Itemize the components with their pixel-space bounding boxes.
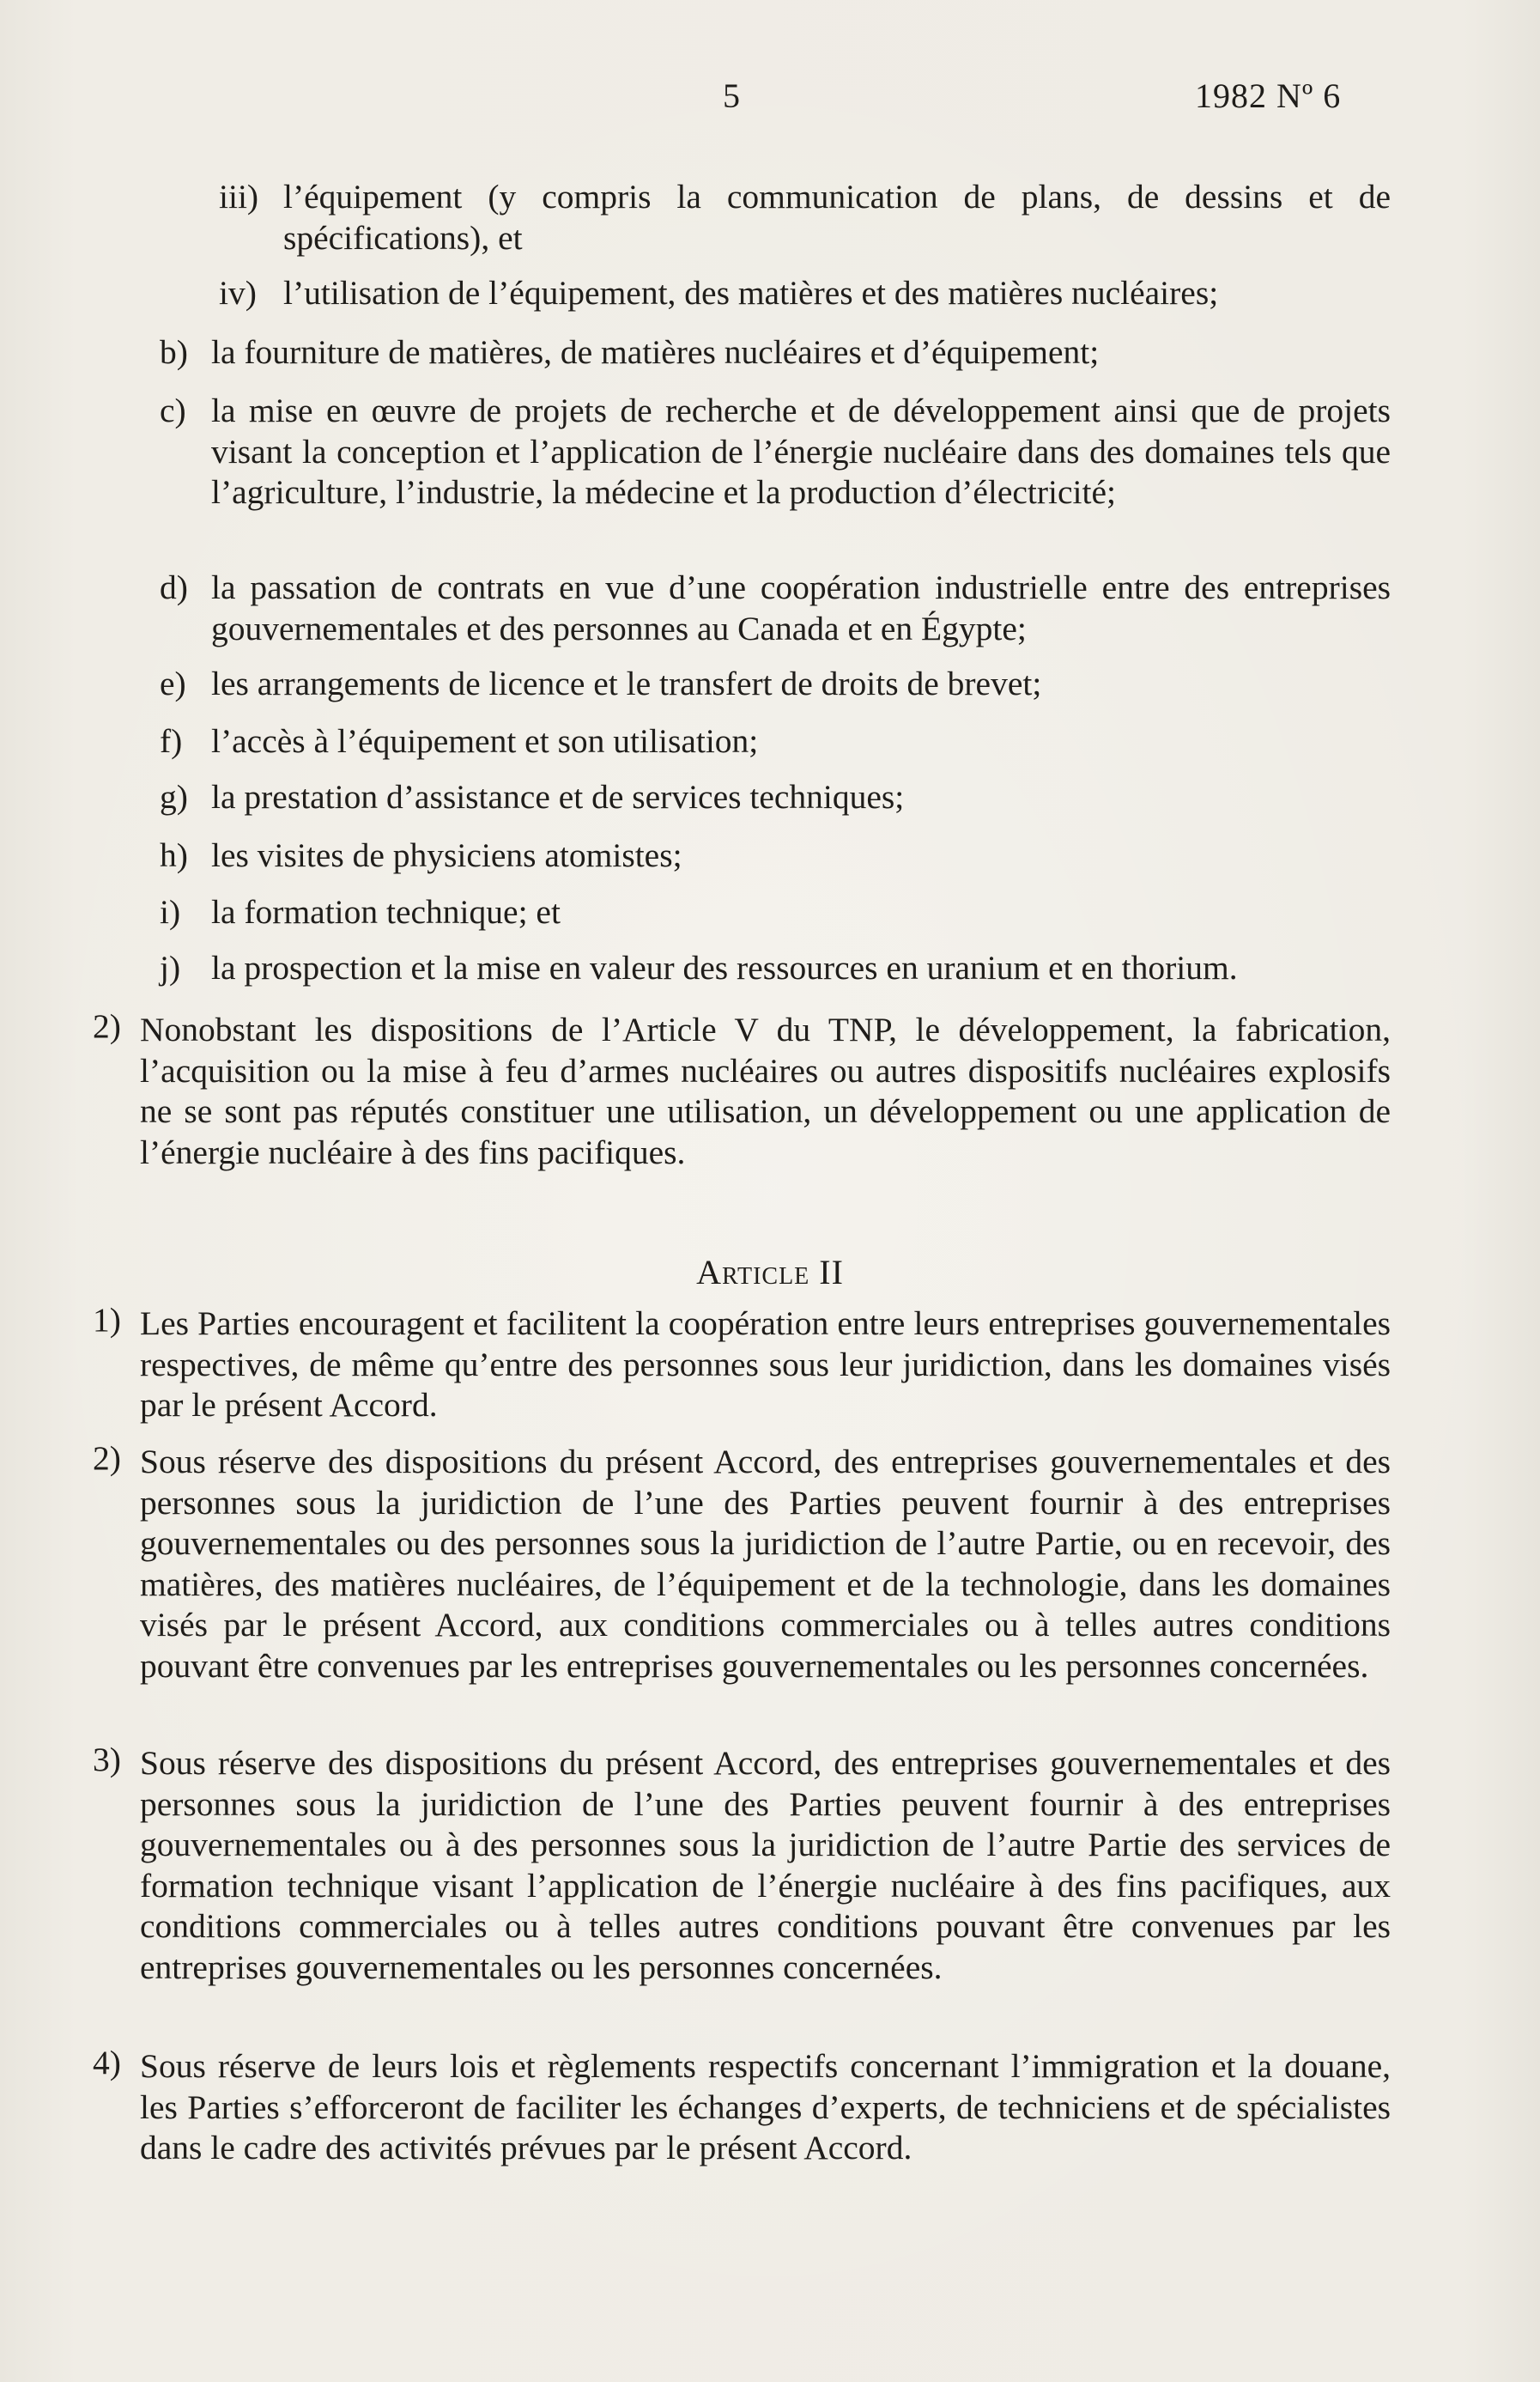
paragraph-text: Sous réserve des dispositions du présent Accord, des entreprises gouvernementales et des personnes sous la juridiction de l’une des Parties peuvent fournir à des entreprises gouvernementales ou des personnes sous la juridiction de l’autre Partie, ou en recevoir, des matières, des matières nucléaires, de l’équipement et de la technologie, dans les domaines visés par le présent Accord, aux conditions commerciales ou à telles autres conditions pouvant être convenues par les entreprises gouvernementales ou les personnes concernées. [140,1443,1391,1685]
paragraph-number: 4) [93,2044,121,2081]
item-text: la prestation d’assistance et de services techniques; [211,778,905,816]
item-label: iii) [219,178,259,216]
list-item-b [0,332,1391,374]
list-item-iii [0,177,1391,258]
paragraph-text: Sous réserve de leurs lois et règlements respectifs concernant l’immigration et la douane, les Parties s’efforceront de faciliter les échanges d’experts, de techniciens et de spécialistes dans le cadre des activités prévues par le présent Accord. [140,2047,1391,2166]
paragraph-text: Sous réserve des dispositions du présent Accord, des entreprises gouvernementales et des personnes sous la juridiction de l’une des Parties peuvent fournir à des entreprises gouvernementales ou à des personnes sous la juridiction de l’autre Partie des services de formation technique visant l’application de l’énergie nucléaire à des fins pacifiques, aux conditions commerciales ou à telles autres conditions pouvant être convenues par les entreprises gouvernementales ou les personnes concernées. [140,1744,1391,1986]
item-label: j) [160,949,181,987]
paragraph-2 [0,1007,1391,1173]
item-text: la passation de contrats en vue d’une coopération industrielle entre des entreprises gouvernementales et des personnes au Canada et en Égypte; [211,568,1391,647]
list-item-c [0,391,1391,513]
item-label: h) [160,836,188,874]
list-item-j [0,948,1391,989]
paragraph-number: 2) [93,1007,121,1045]
item-label: iv) [219,274,257,312]
article2-paragraph-1 [0,1303,1391,1426]
document-reference: 1982 Nº 6 [1195,76,1342,115]
paragraph-number: 3) [93,1741,121,1778]
item-text: l’utilisation de l’équipement, des matières et des matières nucléaires; [283,274,1219,312]
page-number: 5 [723,76,740,115]
paragraph-text: Nonobstant les dispositions de l’Article V du TNP, le développement, la fabrication, l’acquisition ou la mise à feu d’armes nucléaires ou autres dispositifs nucléaires explosifs ne se sont pas réputés constituer une utilisation, un développement ou une application de l’énergie nucléaire à des fins pacifiques. [140,1011,1391,1171]
list-item-i [0,892,1391,933]
list-item-g [0,777,1391,818]
item-label: d) [160,568,188,606]
paragraph-text: Les Parties encouragent et facilitent la coopération entre leurs entreprises gouvernementales respectives, de même qu’entre des personnes sous leur juridiction, dans les domaines visés par le présent Accord. [140,1304,1391,1424]
item-text: l’équipement (y compris la communication de plans, de dessins et de spécifications), et [283,178,1391,257]
list-item-h [0,836,1391,877]
list-item-iv [0,273,1391,314]
item-label: f) [160,722,183,760]
article2-paragraph-3 [0,1743,1391,1988]
item-text: la mise en œuvre de projets de recherche et de développement ainsi que de projets visant la conception et l’application de l’énergie nucléaire dans des domaines tels que l’agriculture, l’industrie, la médecine et la production d’électricité; [211,392,1391,511]
list-item-e [0,664,1391,705]
item-text: les visites de physiciens atomistes; [211,836,682,874]
list-item-d [0,568,1391,649]
item-text: la formation technique; et [211,893,561,931]
article-heading [0,1252,1540,1292]
item-label: b) [160,333,188,371]
paragraph-number: 2) [93,1439,121,1477]
item-text: l’accès à l’équipement et son utilisation; [211,722,759,760]
item-text: la prospection et la mise en valeur des ressources en uranium et en thorium. [211,949,1238,987]
paragraph-number: 1) [93,1301,121,1339]
item-text: la fourniture de matières, de matières nucléaires et d’équipement; [211,333,1100,371]
article2-paragraph-2 [0,1439,1391,1686]
item-label: e) [160,665,186,702]
item-label: g) [160,778,188,816]
list-item-f [0,721,1391,763]
article2-paragraph-4 [0,2046,1391,2169]
item-label: c) [160,392,186,429]
article-title: Article II [696,1253,844,1291]
item-label: i) [160,893,181,931]
item-text: les arrangements de licence et le transfert de droits de brevet; [211,665,1042,702]
